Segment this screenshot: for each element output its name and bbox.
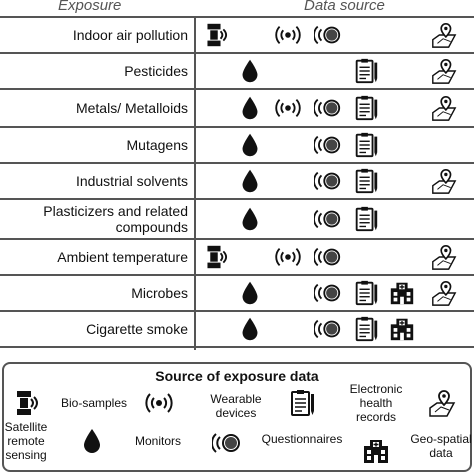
table-row bbox=[0, 90, 474, 128]
legend-wearable-label: Wearable devices bbox=[210, 392, 262, 420]
blood-drop-icon bbox=[236, 205, 264, 233]
monitor-signal-icon bbox=[274, 94, 302, 122]
table-row bbox=[0, 164, 474, 200]
table-row bbox=[0, 200, 474, 240]
data-source-header: Data source bbox=[304, 0, 385, 14]
table-row bbox=[0, 312, 474, 348]
blood-drop-icon bbox=[236, 279, 264, 307]
blood-drop-icon bbox=[236, 167, 264, 195]
map-pin-icon bbox=[430, 21, 458, 49]
table-row bbox=[0, 128, 474, 164]
monitor-signal-icon bbox=[274, 243, 302, 271]
legend-biosamples-label: Bio-samples bbox=[60, 396, 128, 410]
clipboard-icon bbox=[352, 131, 380, 159]
legend-monitors-label: Monitors bbox=[134, 434, 181, 448]
wearable-icon bbox=[314, 167, 342, 195]
blood-drop-icon bbox=[236, 131, 264, 159]
legend-questionnaires-label: Questionnaires bbox=[261, 432, 343, 446]
wearable-icon bbox=[314, 131, 342, 159]
satellite-icon bbox=[9, 388, 39, 418]
clipboard-icon bbox=[352, 279, 380, 307]
exposure-label: Indoor air pollution bbox=[72, 27, 188, 43]
map-pin-icon bbox=[430, 57, 458, 85]
wearable-icon bbox=[314, 279, 342, 307]
blood-drop-icon bbox=[236, 57, 264, 85]
wearable-icon bbox=[314, 21, 342, 49]
legend-box bbox=[2, 362, 472, 472]
exposure-label: Pesticides bbox=[124, 63, 188, 79]
satellite-icon bbox=[200, 21, 228, 49]
legend-geo-label: Geo-spatial data bbox=[410, 432, 472, 460]
table-row bbox=[0, 54, 474, 90]
wearable-icon bbox=[314, 94, 342, 122]
legend-ehr-label: Electronic health records bbox=[349, 382, 403, 424]
map-pin-icon bbox=[430, 94, 458, 122]
clipboard-icon bbox=[352, 205, 380, 233]
map-pin-icon bbox=[430, 243, 458, 271]
wearable-icon bbox=[314, 315, 342, 343]
exposure-label: Industrial solvents bbox=[75, 173, 188, 189]
hospital-icon bbox=[388, 279, 416, 307]
exposure-label: Mutagens bbox=[126, 137, 188, 153]
blood-drop-icon bbox=[236, 94, 264, 122]
exposure-label: Microbes bbox=[131, 285, 188, 301]
legend-satellite-label: Satellite remote sensing bbox=[4, 420, 48, 462]
hospital-icon bbox=[388, 315, 416, 343]
wearable-icon bbox=[314, 243, 342, 271]
clipboard-icon bbox=[352, 315, 380, 343]
clipboard-icon bbox=[352, 167, 380, 195]
map-pin-icon bbox=[427, 388, 457, 418]
clipboard-icon bbox=[352, 94, 380, 122]
wearable-icon bbox=[314, 205, 342, 233]
wearable-icon bbox=[212, 428, 242, 458]
map-pin-icon bbox=[430, 279, 458, 307]
hospital-icon bbox=[361, 436, 391, 466]
exposure-label: Cigarette smoke bbox=[86, 321, 188, 337]
map-pin-icon bbox=[430, 167, 458, 195]
legend-title: Source of exposure data bbox=[155, 368, 319, 384]
clipboard-icon bbox=[352, 57, 380, 85]
clipboard-icon bbox=[287, 388, 317, 418]
table-row bbox=[0, 276, 474, 312]
blood-drop-icon bbox=[236, 315, 264, 343]
satellite-icon bbox=[200, 243, 228, 271]
monitor-signal-icon bbox=[144, 388, 174, 418]
table-row bbox=[0, 18, 474, 54]
exposure-label: Plasticizers and related compounds bbox=[43, 203, 188, 235]
blood-drop-icon bbox=[77, 426, 107, 456]
monitor-signal-icon bbox=[274, 21, 302, 49]
table-row bbox=[0, 240, 474, 276]
exposure-header: Exposure bbox=[58, 0, 122, 14]
exposure-label: Ambient temperature bbox=[57, 249, 188, 265]
exposure-label: Metals/ Metalloids bbox=[75, 100, 188, 116]
